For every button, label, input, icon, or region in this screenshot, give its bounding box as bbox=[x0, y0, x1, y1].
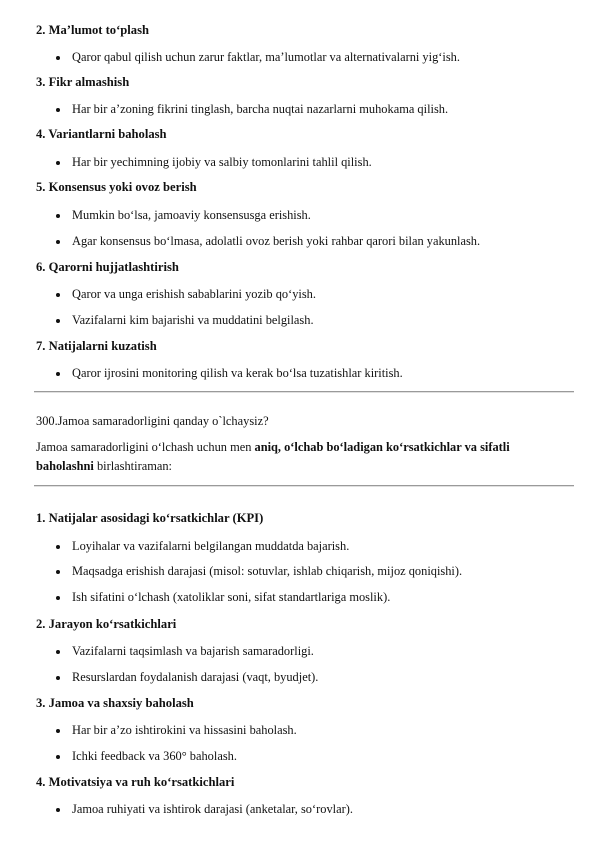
section-heading: 5. Konsensus yoki ovoz berish bbox=[36, 180, 197, 194]
intro-paragraph-line2: baholashni birlashtiraman: bbox=[36, 459, 172, 473]
intro-emphasis: aniq, o‘lchab bo‘ladigan ko‘rsatkichlar va sifatli bbox=[254, 440, 510, 454]
bullet-dot bbox=[56, 108, 60, 112]
bullet-dot bbox=[56, 56, 60, 60]
bullet-dot bbox=[56, 545, 60, 549]
section-heading: 6. Qarorni hujjatlashtirish bbox=[36, 260, 179, 274]
question-title: 300.Jamoa samaradorligini qanday o`lchaysiz? bbox=[36, 414, 269, 428]
section-heading: 3. Fikr almashish bbox=[36, 75, 130, 89]
bullet-dot bbox=[56, 319, 60, 323]
bullet-dot bbox=[56, 161, 60, 165]
bullet-dot bbox=[56, 729, 60, 733]
horizontal-rule bbox=[34, 391, 574, 393]
section-heading: 3. Jamoa va shaxsiy baholash bbox=[36, 696, 194, 710]
bullet-dot bbox=[56, 650, 60, 654]
bullet-item: Maqsadga erishish darajasi (misol: sotuvlar, ishlab chiqarish, mijoz qoniqishi). bbox=[72, 564, 462, 579]
section-heading: 7. Natijalarni kuzatish bbox=[36, 339, 157, 353]
section-heading: 4. Variantlarni baholash bbox=[36, 127, 167, 141]
intro-paragraph-line1: Jamoa samaradorligini o‘lchash uchun men aniq, o‘lchab bo‘ladigan ko‘rsatkichlar va sifatli bbox=[36, 440, 510, 454]
horizontal-rule bbox=[34, 485, 574, 487]
section-heading: 4. Motivatsiya va ruh ko‘rsatkichlari bbox=[36, 775, 235, 789]
bullet-dot bbox=[56, 755, 60, 759]
bullet-item: Ichki feedback va 360° baholash. bbox=[72, 749, 237, 764]
bullet-dot bbox=[56, 293, 60, 297]
bullet-item: Vazifalarni kim bajarishi va muddatini belgilash. bbox=[72, 313, 314, 328]
section-heading: 2. Jarayon ko‘rsatkichlari bbox=[36, 617, 177, 631]
bullet-dot bbox=[56, 372, 60, 376]
bullet-item: Qaror va unga erishish sabablarini yozib qo‘yish. bbox=[72, 287, 316, 302]
bullet-item: Mumkin bo‘lsa, jamoaviy konsensusga erishish. bbox=[72, 208, 311, 223]
bullet-item: Jamoa ruhiyati va ishtirok darajasi (anketalar, so‘rovlar). bbox=[72, 802, 353, 817]
bullet-item: Loyihalar va vazifalarni belgilangan muddatda bajarish. bbox=[72, 539, 349, 554]
intro-emphasis: baholashni bbox=[36, 459, 94, 473]
bullet-dot bbox=[56, 570, 60, 574]
bullet-dot bbox=[56, 596, 60, 600]
section-heading: 1. Natijalar asosidagi ko‘rsatkichlar (KPI) bbox=[36, 511, 264, 525]
bullet-dot bbox=[56, 676, 60, 680]
bullet-item: Har bir yechimning ijobiy va salbiy tomonlarini tahlil qilish. bbox=[72, 155, 372, 170]
bullet-dot bbox=[56, 240, 60, 244]
bullet-dot bbox=[56, 214, 60, 218]
bullet-item: Vazifalarni taqsimlash va bajarish samaradorligi. bbox=[72, 644, 314, 659]
bullet-item: Ish sifatini o‘lchash (xatoliklar soni, sifat standartlariga moslik). bbox=[72, 590, 390, 605]
bullet-item: Resurslardan foydalanish darajasi (vaqt, byudjet). bbox=[72, 670, 318, 685]
bullet-item: Har bir a’zo ishtirokini va hissasini baholash. bbox=[72, 723, 297, 738]
bullet-item: Har bir a’zoning fikrini tinglash, barcha nuqtai nazarlarni muhokama qilish. bbox=[72, 102, 448, 117]
bullet-item: Agar konsensus bo‘lmasa, adolatli ovoz berish yoki rahbar qarori bilan yakunlash. bbox=[72, 234, 480, 249]
section-heading: 2. Ma’lumot to‘plash bbox=[36, 23, 149, 37]
bullet-item: Qaror ijrosini monitoring qilish va kerak bo‘lsa tuzatishlar kiritish. bbox=[72, 366, 403, 381]
bullet-item: Qaror qabul qilish uchun zarur faktlar, ma’lumotlar va alternativalarni yig‘ish. bbox=[72, 50, 460, 65]
bullet-dot bbox=[56, 808, 60, 812]
